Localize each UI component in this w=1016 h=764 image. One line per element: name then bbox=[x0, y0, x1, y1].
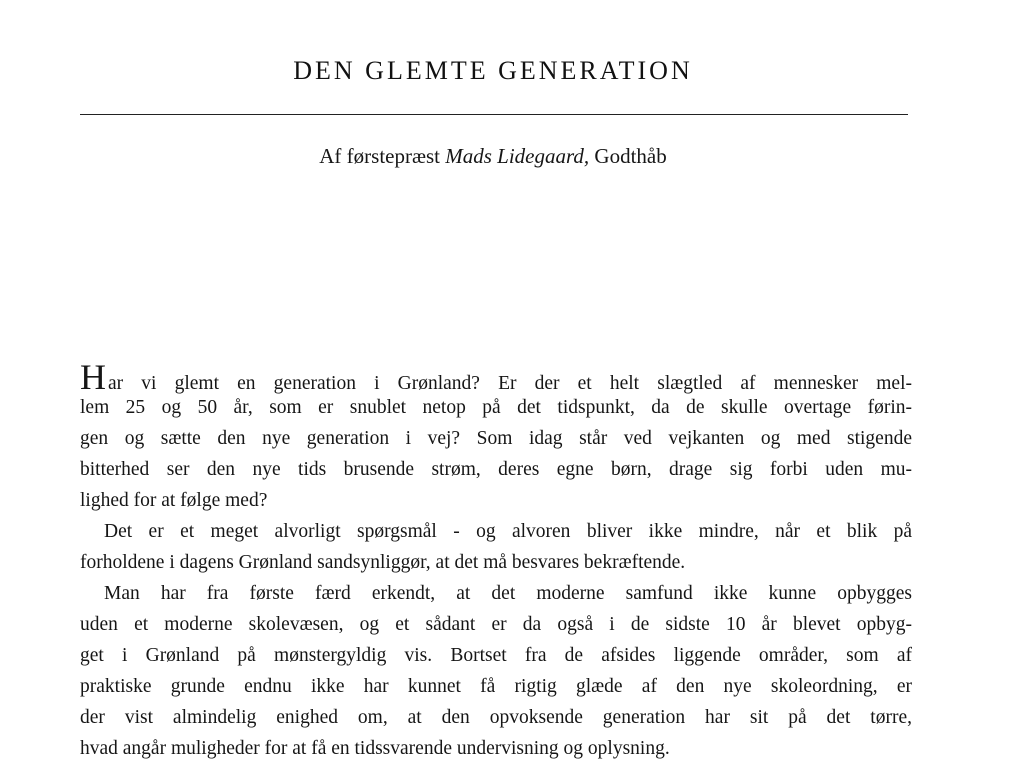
body-line: Det er et meget alvorligt spørgsmål - og alvoren bliver ikke mindre, når et blik på bbox=[104, 521, 912, 542]
title-divider bbox=[80, 114, 908, 115]
drop-cap: H bbox=[80, 357, 106, 397]
article-title: DEN GLEMTE GENERATION bbox=[293, 56, 693, 85]
byline-author: Mads Lidegaard, bbox=[445, 144, 590, 168]
body-line: get i Grønland på mønstergyldig vis. Bortset fra de afsides liggende områder, som af bbox=[80, 645, 912, 666]
body-line: der vist almindelig enighed om, at den opvoksende generation har sit på det tørre, bbox=[80, 707, 912, 728]
body-line: uden et moderne skolevæsen, og et sådant er da også i de sidste 10 år blevet opbyg- bbox=[80, 614, 912, 635]
line-text: ar vi glemt en generation i Grønland? Er der et helt slægtled af mennesker mel- bbox=[108, 373, 912, 394]
byline-location: Godthåb bbox=[589, 144, 667, 168]
byline-prefix: Af førstepræst bbox=[319, 144, 446, 168]
body-line: hvad angår muligheder for at få en tidssvarende undervisning og oplysning. bbox=[80, 738, 670, 759]
body-line: lem 25 og 50 år, som er snublet netop på det tidspunkt, da de skulle overtage førin- bbox=[80, 397, 912, 418]
body-line bbox=[80, 357, 912, 397]
body-line: bitterhed ser den nye tids brusende strøm, deres egne børn, drage sig forbi uden mu- bbox=[80, 459, 912, 480]
body-line: praktiske grunde endnu ikke har kunnet få rigtig glæde af den nye skoleordning, er bbox=[80, 676, 912, 697]
article-byline bbox=[0, 144, 986, 169]
body-line: lighed for at følge med? bbox=[80, 490, 268, 511]
body-line: Man har fra første færd erkendt, at det moderne samfund ikke kunne opbygges bbox=[104, 583, 912, 604]
body-line: gen og sætte den nye generation i vej? Som idag står ved vejkanten og med stigende bbox=[80, 428, 912, 449]
body-line: forholdene i dagens Grønland sandsynliggør, at det må besvares bekræftende. bbox=[80, 552, 686, 573]
